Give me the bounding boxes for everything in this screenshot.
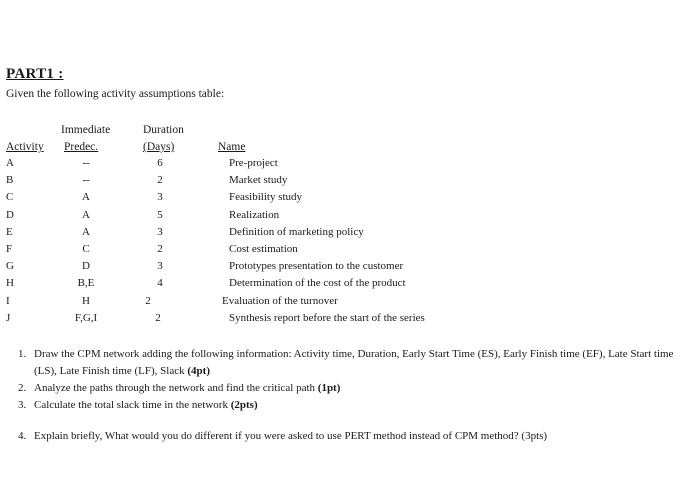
question-4 [18, 428, 686, 445]
activity-cell: D [6, 208, 14, 221]
question-number: 4. [18, 430, 27, 442]
activity-name-cell: Realization [229, 208, 280, 221]
question-1 [18, 346, 686, 380]
predecessors-cell: -- [82, 157, 90, 169]
activity-name-cell: Synthesis report before the start of the series [229, 311, 425, 324]
activity-name-cell: Feasibility study [229, 191, 303, 204]
activity-name-cell: Pre-project [229, 157, 278, 169]
question-points: (1pt) [317, 382, 341, 394]
activity-cell: G [6, 260, 14, 273]
activity-cell: J [6, 311, 11, 324]
activity-name-cell: Determination of the cost of the product [229, 277, 406, 290]
activity-name-cell: Definition of marketing policy [229, 225, 364, 238]
duration-cell: 2 [157, 174, 163, 187]
question-text: Draw the CPM network adding the following information: Activity time, Duration, Early Start Time (ES), Early Finish time (EF), Late Start time (LS), Late Finish time (LF), Slack [34, 348, 674, 377]
question-number: 3. [18, 399, 27, 411]
intro-text: Given the following activity assumptions table: [6, 88, 225, 100]
part-title: PART1 : [6, 66, 64, 82]
activity-cell: A [6, 157, 14, 169]
header-activity: Activity [6, 141, 44, 153]
predecessors-cell: H [82, 294, 90, 307]
question-list [18, 346, 686, 445]
question-2 [18, 380, 686, 397]
header-name: Name [218, 141, 246, 153]
question-text: Explain briefly, What would you do different if you were asked to use PERT method instead of CPM method? (3pts) [34, 430, 548, 442]
predecessors-cell: F,G,I [74, 311, 98, 324]
duration-cell: 2 [157, 243, 163, 255]
header-predecessors-line2: Predec. [64, 141, 99, 153]
duration-cell: 3 [157, 225, 163, 238]
activity-cell: H [6, 277, 14, 290]
activity-name-cell: Prototypes presentation to the customer [229, 260, 404, 273]
activity-name-cell: Cost estimation [229, 243, 298, 255]
predecessors-cell: A [82, 208, 90, 221]
activity-cell: C [6, 191, 14, 204]
predecessors-cell: C [82, 243, 90, 255]
duration-cell: 6 [157, 157, 163, 169]
question-text: Calculate the total slack time in the network [34, 399, 231, 411]
duration-cell: 3 [157, 191, 163, 204]
activity-name-cell: Market study [229, 174, 288, 187]
activity-cell: I [6, 294, 10, 307]
question-points: (4pt) [187, 365, 210, 377]
header-duration-line1: Duration [143, 124, 184, 136]
duration-cell: 3 [157, 260, 163, 273]
predecessors-cell: A [82, 191, 90, 204]
question-text: Analyze the paths through the network and find the critical path [34, 382, 318, 394]
activity-cell: B [6, 174, 14, 187]
predecessors-cell: B,E [77, 277, 95, 290]
duration-cell: 4 [157, 277, 163, 290]
duration-cell: 2 [155, 311, 161, 324]
activity-cell: F [6, 243, 13, 255]
duration-cell: 2 [145, 294, 151, 307]
question-number: 1. [18, 348, 27, 360]
header-predecessors-line1: Immediate [61, 124, 111, 136]
question-3 [18, 397, 686, 414]
header-duration-line2: (Days) [143, 141, 175, 153]
duration-cell: 5 [157, 208, 163, 221]
predecessors-cell: D [82, 260, 90, 273]
predecessors-cell: A [82, 225, 90, 238]
activity-cell: E [6, 225, 13, 238]
question-points: (2pts) [230, 399, 258, 411]
activity-name-cell: Evaluation of the turnover [222, 294, 338, 307]
question-number: 2. [18, 382, 27, 394]
predecessors-cell: -- [82, 174, 90, 187]
